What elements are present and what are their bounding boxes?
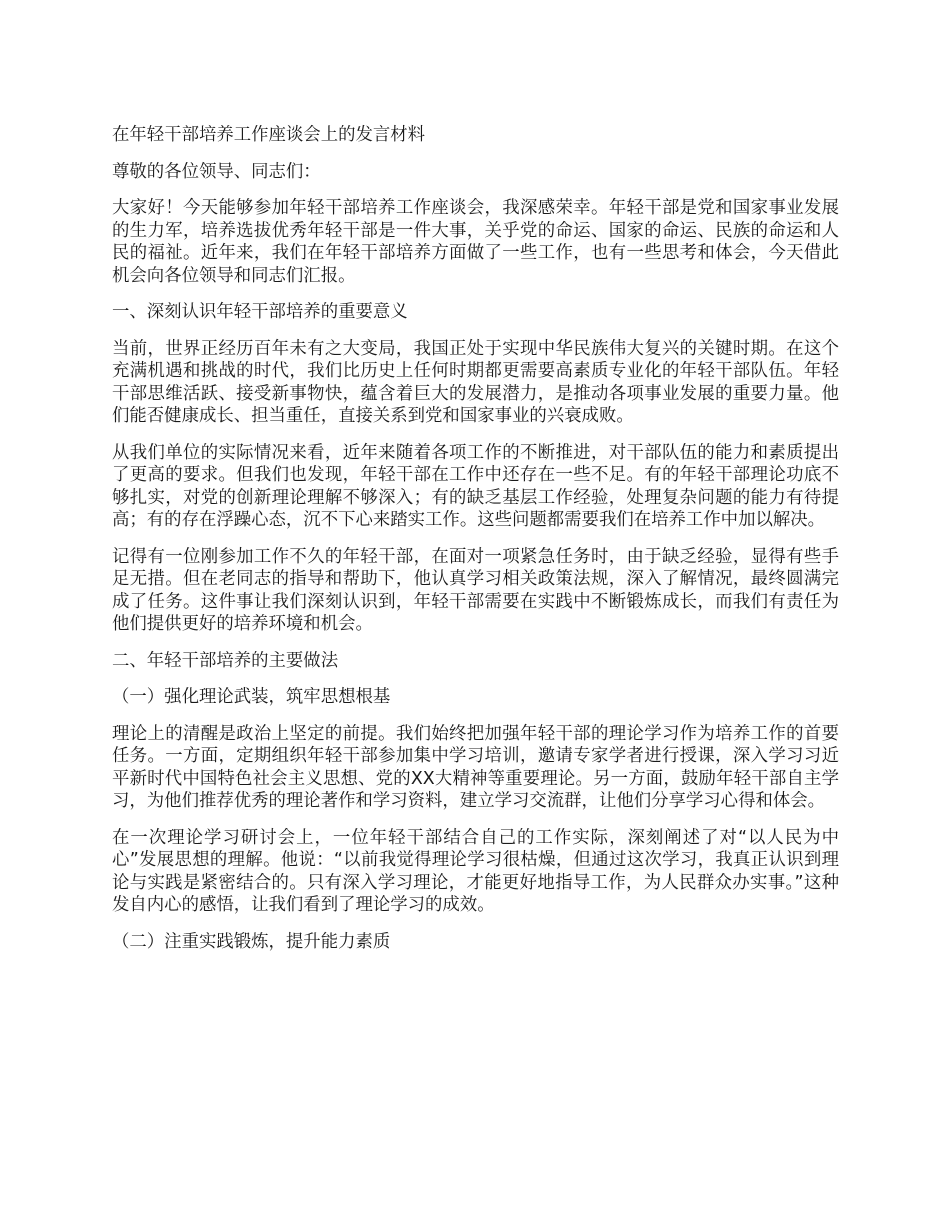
paragraph-opening: 大家好！今天能够参加年轻干部培养工作座谈会，我深感荣幸。年轻干部是党和国家事业发展的生力军，培养选拔优秀年轻干部是一件大事，关乎党的命运、国家的命运、民族的命运和人民的福祉。近年来，我们在年轻干部培养方面做了一些工作，也有一些思考和体会，今天借此机会向各位领导和同志们汇报。 (112, 198, 839, 286)
section-heading-2: 二、年轻干部培养的主要做法 (112, 650, 339, 671)
paragraph-seminar-example: 在一次理论学习研讨会上，一位年轻干部结合自己的工作实际，深刻阐述了对“以人民为中心”发展思想的理解。他说：“以前我觉得理论学习很枯燥，但通过这次学习，我真正认识到理论与实践是紧密结合的。只有深入学习理论，才能更好地指导工作，为人民群众办实事。”这种发自内心的感悟，让我们看到了理论学习的成效。 (112, 827, 839, 915)
subsection-heading-2: （二）注重实践锻炼，提升能力素质 (112, 931, 391, 952)
salutation: 尊敬的各位领导、同志们： (112, 161, 321, 182)
subsection-heading-1: （一）强化理论武装，筑牢思想根基 (112, 687, 391, 707)
document-page (112, 124, 839, 967)
section-heading-1: 一、深刻认识年轻干部培养的重要意义 (112, 302, 408, 322)
paragraph-theory-study: 理论上的清醒是政治上坚定的前提。我们始终把加强年轻干部的理论学习作为培养工作的首要任务。一方面，定期组织年轻干部参加集中学习培训，邀请专家学者进行授课，深入学习习近平新时代中国特色社会主义思想、党的XX大精神等重要理论。另一方面，鼓励年轻干部自主学习，为他们推荐优秀的理论著作和学习资料，建立学习交流群，让他们分享学习心得和体会。 (112, 723, 839, 811)
paragraph-example-young-cadre: 记得有一位刚参加工作不久的年轻干部，在面对一项紧急任务时，由于缺乏经验，显得有些手足无措。但在老同志的指导和帮助下，他认真学习相关政策法规，深入了解情况，最终圆满完成了任务。这件事让我们深刻认识到，年轻干部需要在实践中不断锻炼成长，而我们有责任为他们提供更好的培养环境和机会。 (112, 546, 839, 634)
paragraph-current-situation: 从我们单位的实际情况来看，近年来随着各项工作的不断推进，对干部队伍的能力和素质提出了更高的要求。但我们也发现，年轻干部在工作中还存在一些不足。有的年轻干部理论功底不够扎实，对党的创新理论理解不够深入；有的缺乏基层工作经验，处理复杂问题的能力有待提高；有的存在浮躁心态，沉不下心来踏实工作。这些问题都需要我们在培养工作中加以解决。 (112, 442, 839, 530)
paragraph-significance: 当前，世界正经历百年未有之大变局，我国正处于实现中华民族伟大复兴的关键时期。在这个充满机遇和挑战的时代，我们比历史上任何时期都更需要高素质专业化的年轻干部队伍。年轻干部思维活跃、接受新事物快，蕴含着巨大的发展潜力，是推动各项事业发展的重要力量。他们能否健康成长、担当重任，直接关系到党和国家事业的兴衰成败。 (112, 338, 839, 426)
document-title: 在年轻干部培养工作座谈会上的发言材料 (112, 125, 426, 145)
